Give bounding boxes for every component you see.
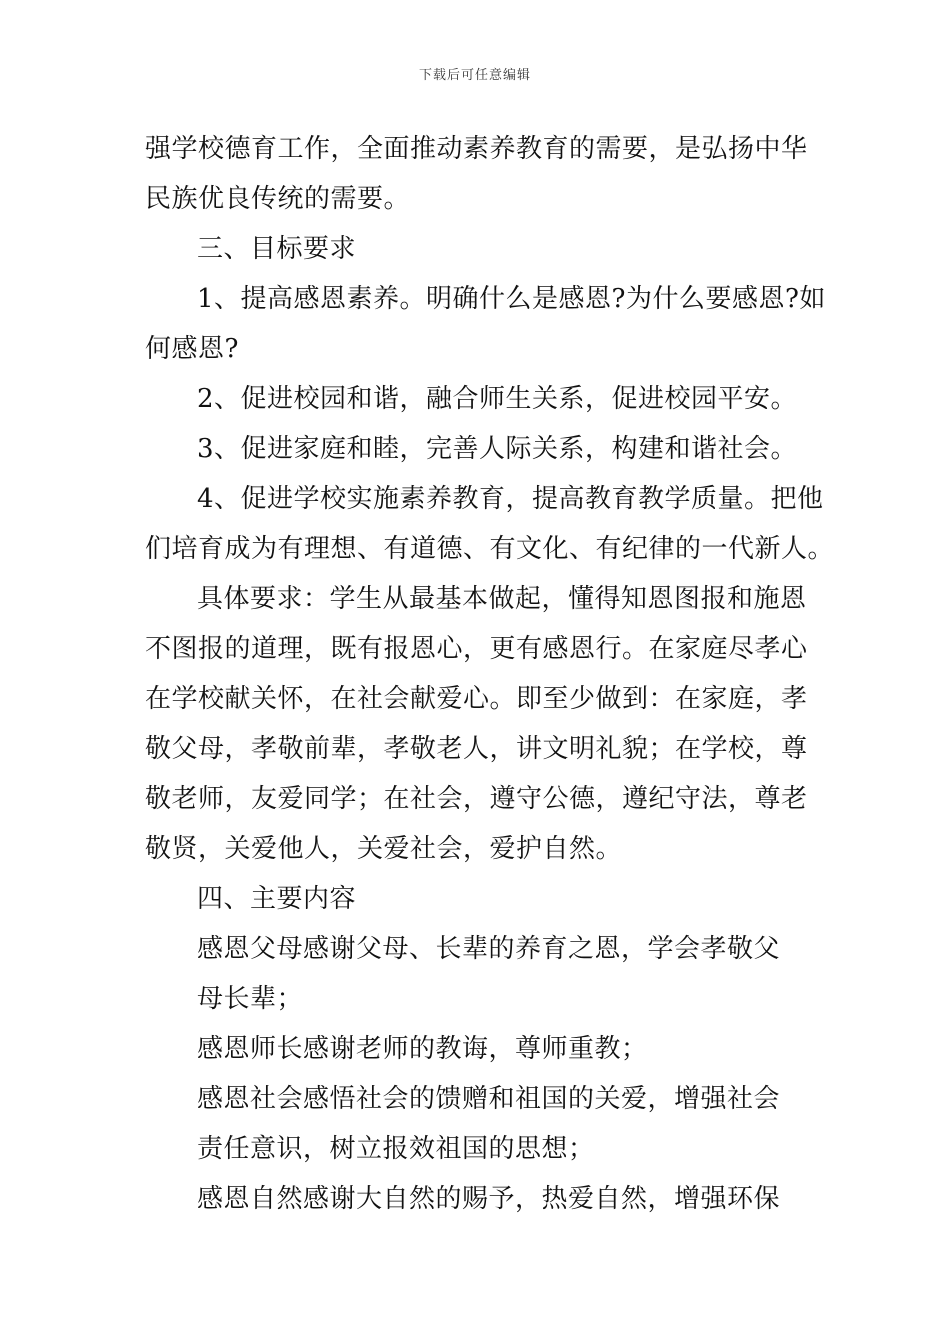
section-heading: 三、目标要求 — [197, 234, 357, 264]
paragraph-line: 感恩父母感谢父母、长辈的养育之恩，学会孝敬父 — [197, 934, 781, 964]
paragraph-line: 2、促进校园和谐，融合师生关系，促进校园平安。 — [197, 384, 798, 414]
paragraph-line: 敬老师，友爱同学；在社会，遵守公德，遵纪守法，尊老 — [145, 784, 808, 814]
paragraph-line: 何感恩? — [145, 334, 239, 364]
paragraph-line: 感恩师长感谢老师的教诲，尊师重教； — [197, 1034, 648, 1064]
paragraph-line: 3、促进家庭和睦，完善人际关系，构建和谐社会。 — [197, 434, 798, 464]
paragraph-line: 责任意识，树立报效祖国的思想； — [197, 1134, 595, 1164]
paragraph-line: 敬父母，孝敬前辈，孝敬老人，讲文明礼貌；在学校，尊 — [145, 734, 808, 764]
paragraph-line: 1、提高感恩素养。明确什么是感恩?为什么要感恩?如 — [197, 284, 826, 314]
paragraph-line: 们培育成为有理想、有道德、有文化、有纪律的一代新人。 — [145, 534, 835, 564]
paragraph-line: 民族优良传统的需要。 — [145, 184, 411, 214]
section-heading: 四、主要内容 — [197, 884, 357, 914]
paragraph-line: 在学校献关怀，在社会献爱心。即至少做到：在家庭，孝 — [145, 684, 808, 714]
paragraph-line: 感恩社会感悟社会的馈赠和祖国的关爱，增强社会 — [197, 1084, 781, 1114]
paragraph-line: 感恩自然感谢大自然的赐予，热爱自然，增强环保 — [197, 1184, 781, 1214]
paragraph-line: 不图报的道理，既有报恩心，更有感恩行。在家庭尽孝心 — [145, 634, 808, 664]
paragraph-line: 4、促进学校实施素养教育，提高教育教学质量。把他 — [197, 484, 824, 514]
paragraph-line: 母长辈； — [197, 984, 304, 1014]
paragraph-line: 具体要求：学生从最基本做起，懂得知恩图报和施恩 — [197, 584, 807, 614]
paragraph-line: 敬贤，关爱他人，关爱社会，爱护自然。 — [145, 834, 623, 864]
paragraph-line: 强学校德育工作，全面推动素养教育的需要，是弘扬中华 — [145, 134, 808, 164]
page-header: 下载后可任意编辑 — [418, 68, 531, 83]
